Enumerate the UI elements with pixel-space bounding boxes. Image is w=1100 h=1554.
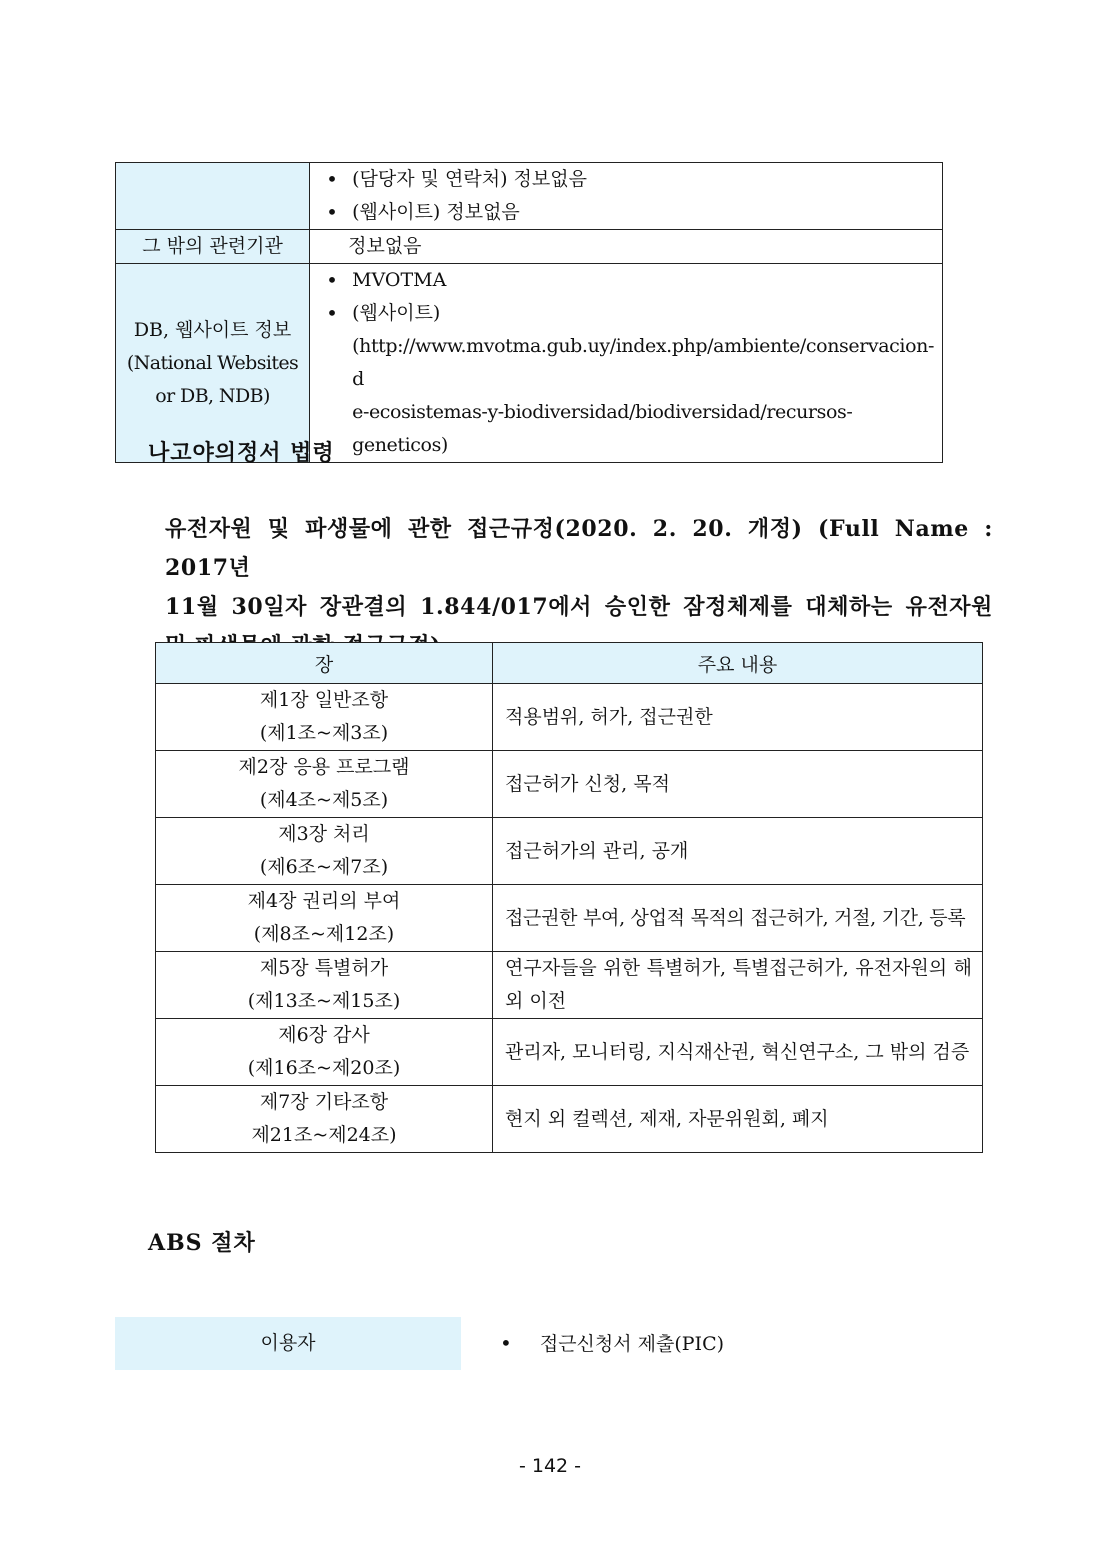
user-role-box: 이용자 [115, 1317, 461, 1370]
chapter-articles: (제13조~제15조) [247, 990, 401, 1012]
chapter-articles: (제16조~제20조) [247, 1057, 401, 1079]
contact-row [116, 163, 943, 230]
chapter-cell [156, 952, 493, 1019]
table-row [156, 1086, 983, 1153]
chapter-name: 제3장 처리 [278, 823, 370, 845]
info-table [115, 162, 943, 463]
chapter-name: 제2장 응용 프로그램 [238, 756, 410, 778]
chapter-name: 제7장 기타조항 [259, 1091, 389, 1113]
content-cell: 연구자들을 위한 특별허가, 특별접근허가, 유전자원의 해외 이전 [493, 952, 983, 1019]
header-chapter: 장 [156, 643, 493, 684]
chapter-name: 제5장 특별허가 [259, 957, 389, 979]
chapter-cell [156, 885, 493, 952]
table-row [156, 751, 983, 818]
other-institutions-label: 그 밖의 관련기관 [116, 230, 310, 264]
chapter-cell [156, 684, 493, 751]
db-website-label-line2: (National Websites or DB, NDB) [126, 351, 299, 407]
table-header-row [156, 643, 983, 684]
content-cell: 관리자, 모니터링, 지식재산권, 혁신연구소, 그 밖의 검증 [493, 1019, 983, 1086]
chapter-name: 제1장 일반조항 [259, 689, 389, 711]
procedure-step-text: 접근신청서 제출(PIC) [539, 1333, 725, 1355]
contact-label-cell [116, 163, 310, 230]
law-title-line2: 11월 30일자 장관결의 1.844/017에서 승인한 잠정체제를 대체하는 유전자원 [165, 594, 993, 620]
chapter-table [155, 642, 983, 1153]
chapter-name: 제4장 권리의 부여 [247, 890, 401, 912]
chapter-cell [156, 818, 493, 885]
other-institutions-value-cell [310, 230, 943, 264]
db-website-label [116, 264, 310, 463]
chapter-cell [156, 1086, 493, 1153]
chapter-cell [156, 751, 493, 818]
chapter-cell [156, 1019, 493, 1086]
chapter-name: 제6장 감사 [278, 1024, 370, 1046]
law-title-line1: 유전자원 및 파생물에 관한 접근규정(2020. 2. 20. 개정) (Full Name : 2017년 [165, 516, 993, 581]
db-website-label-line1: DB, 웹사이트 정보 [133, 318, 292, 341]
content-cell: 접근권한 부여, 상업적 목적의 접근허가, 거절, 기간, 등록 [493, 885, 983, 952]
other-institutions-value: 정보없음 [348, 235, 422, 257]
db-website-value-cell [310, 264, 943, 463]
table-row [156, 952, 983, 1019]
content-cell: 접근허가의 관리, 공개 [493, 818, 983, 885]
content-cell: 접근허가 신청, 목적 [493, 751, 983, 818]
page-number: - 142 - [518, 1455, 582, 1477]
section-heading-nagoya: 나고야의정서 법령 [148, 440, 335, 466]
contact-value-cell [310, 163, 943, 230]
chapter-articles: (제6조~제7조) [259, 856, 389, 878]
list-item: • (웹사이트) 정보없음 [320, 196, 934, 229]
list-item: • (웹사이트) [320, 297, 934, 330]
table-row [156, 818, 983, 885]
list-item: • (담당자 및 연락처) 정보없음 [320, 163, 934, 196]
table-row [156, 885, 983, 952]
list-item: • MVOTMA [320, 264, 934, 297]
website-url-line2: e-ecosistemas-y-biodiversidad/biodiversidad/recursos-geneticos) [352, 401, 853, 456]
other-institutions-row [116, 230, 943, 264]
chapter-articles: (제8조~제12조) [253, 923, 395, 945]
bullet-icon: • [500, 1331, 512, 1355]
procedure-step [500, 1329, 724, 1356]
db-website-row [116, 264, 943, 463]
content-cell: 현지 외 컬렉션, 제재, 자문위원회, 폐지 [493, 1086, 983, 1153]
section-heading-abs: ABS 절차 [148, 1230, 256, 1256]
chapter-articles: (제1조~제3조) [259, 722, 389, 744]
table-row [156, 1019, 983, 1086]
website-url-line1: (http://www.mvotma.gub.uy/index.php/ambiente/conservacion-d [352, 335, 934, 390]
chapter-articles: 제21조~제24조) [251, 1124, 397, 1146]
chapter-articles: (제4조~제5조) [259, 789, 389, 811]
table-row [156, 684, 983, 751]
content-cell: 적용범위, 허가, 접근권한 [493, 684, 983, 751]
header-content: 주요 내용 [493, 643, 983, 684]
